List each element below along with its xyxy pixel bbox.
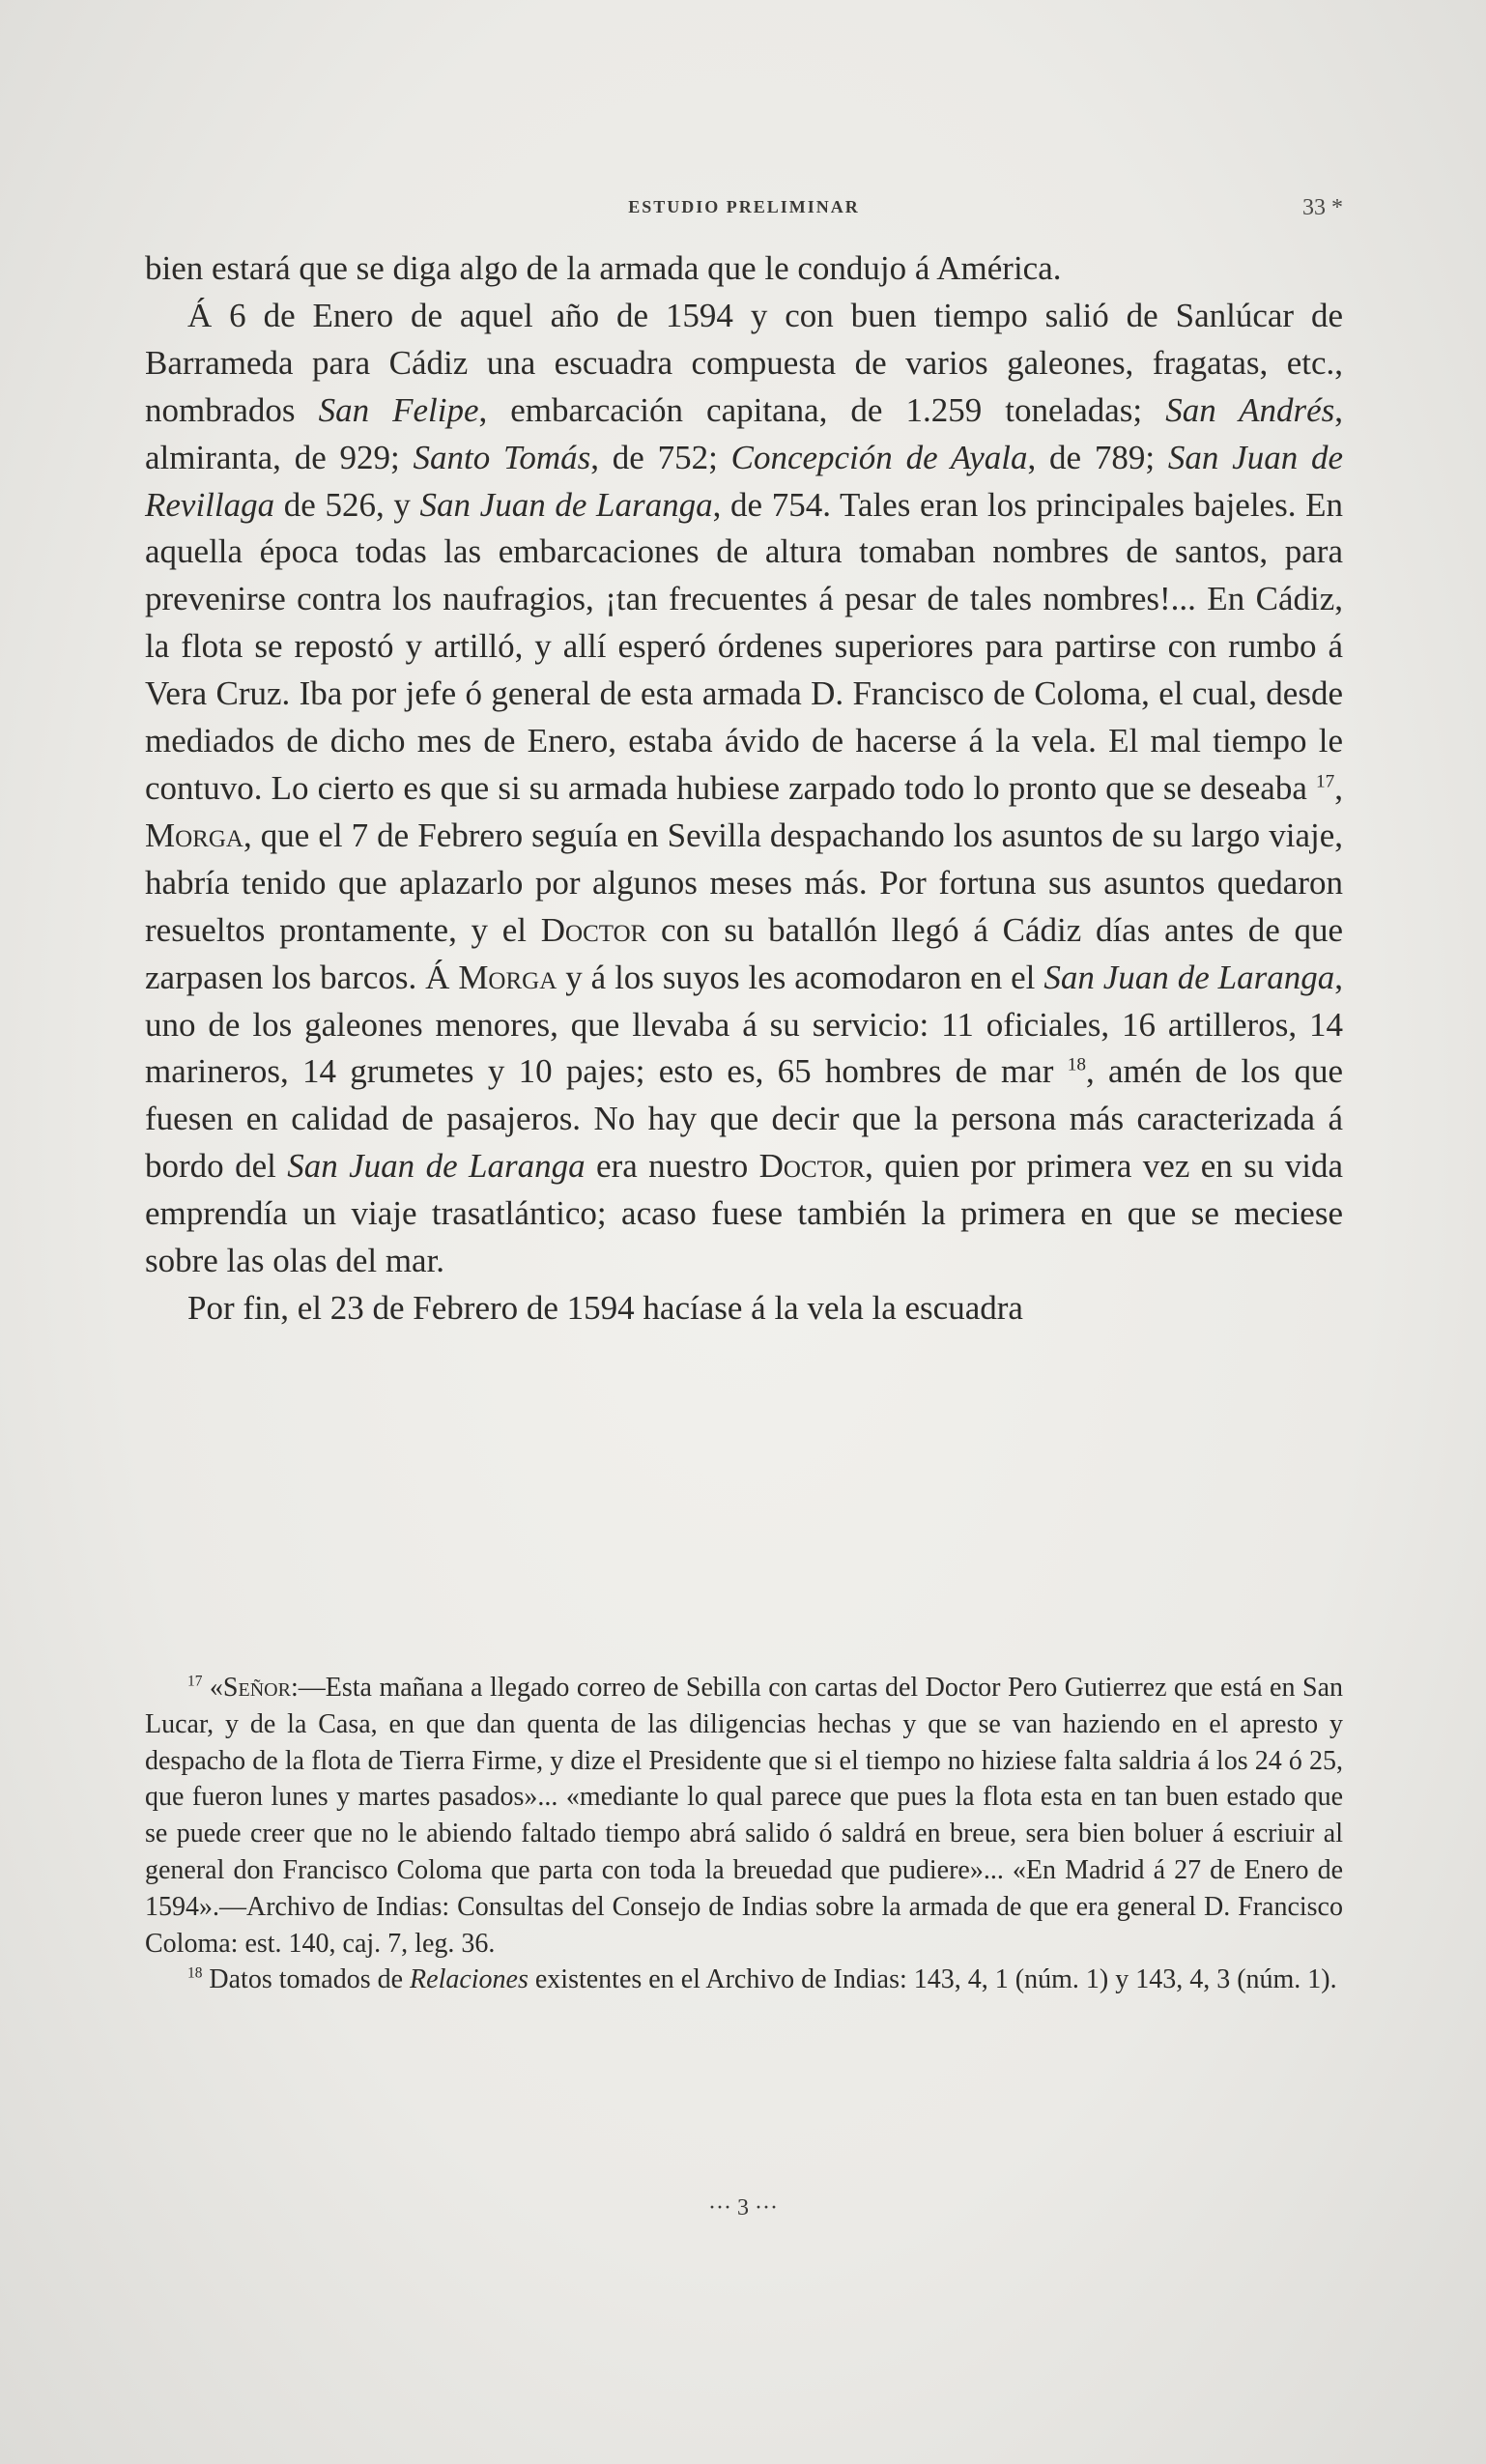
footnote-ref-17: 17 (1316, 771, 1335, 792)
main-text (145, 245, 1343, 1332)
name-morga: Morga (458, 958, 557, 996)
running-title: ESTUDIO PRELIMINAR (628, 197, 860, 216)
text-run: , embarcación capitana, de 1.259 toneladas; (478, 390, 1166, 429)
text-run: con su batallón llegó á Cádiz días antes de que zarpasen los barcos. Á (145, 910, 1343, 996)
ship-name: San Felipe (318, 390, 479, 429)
text-run: , amén de los que fuesen en calidad de pasajeros. No hay que decir que la persona más caracterizada á bordo del (145, 1052, 1343, 1186)
ship-name: Santo Tomás (413, 438, 591, 476)
footnote-text: Datos tomados de (202, 1964, 411, 1995)
footnote-text: :—Esta mañana a llegado correo de Sebilla con cartas del Doctor Pero Gutierrez que está en San Lucar, y de la Casa, en que dan quenta de las diligencias hechas y que se van haziendo en el apresto y despacho de la flota de Tierra Firme, y dize el Presidente que si el tiempo no hiziese falta saldria á los 24 ó 25, que fueron lunes y martes pasados»... «mediante lo qual parece que pues la flota esta en tan buen estado que se puede creer que no le abiendo faltado tiempo abrá salido ó saldrá en breue, sera bien boluer á escriuir al general don Francisco Coloma que parta con toda la breuedad que pudiere»... «En Madrid á 27 de Enero de 1594».—Archivo de Indias: Consultas del Consejo de Indias sobre la armada de que era general D. Francisco Coloma: est. 140, caj. 7, leg. 36. (145, 1673, 1343, 1959)
page-number: 33 * (1302, 195, 1343, 220)
signature-mark: ··· 3 ··· (708, 2195, 778, 2220)
ship-name: San Juan de Laranga (1043, 958, 1335, 996)
footnote-ref-18: 18 (1067, 1054, 1086, 1075)
ship-name: San Juan de Laranga (287, 1147, 586, 1186)
text-run: , uno de los galeones menores, que llevaba á su servicio: 11 oficiales, 16 artilleros, 14 marineros, 14 grumetes y 10 pajes; esto es, 65 hombres de mar (145, 958, 1344, 1091)
footnotes (145, 1670, 1343, 1998)
page-header (145, 189, 1343, 228)
name-doctor: Doctor (540, 910, 647, 949)
footnote-text: existentes en el Archivo de Indias: 143, 4, 1 (núm. 1) y 143, 4, 3 (núm. 1). (528, 1964, 1337, 1995)
footnote-salutation: Señor (222, 1673, 291, 1703)
footnote-number: 17 (187, 1673, 203, 1690)
paragraph-3 (145, 1285, 1343, 1332)
paragraph-1 (145, 245, 1343, 293)
ship-name: Concepción de Ayala (730, 438, 1028, 476)
footnote-17: $^{17}$ «Señor:—Esta mañana a llegado correo de Sebilla con cartas del Doctor Pero Gutierrez que está en San Lucar, y de la Casa, en que dan quenta de las diligencias hechas y que se van haziendo en el apresto y despacho de la flota de Tierra Firme, y dize el Presidente que si el tiempo no hiziese falta saldria á los 24 ó 25, que fueron lunes y martes pasados»... «mediante lo qual parece que pues la flota esta en tan buen estado que se puede creer que no le abiendo faltado tiempo abrá salido ó saldrá en breue, sera bien boluer á escriuir al general don Francisco Coloma que parta con toda la breuedad que pudiere»... «En Madrid á 27 de Enero de 1594».—Archivo de Indias: Consultas del Consejo de Indias sobre la armada de que era general D. Francisco Coloma: est. 140, caj. 7, leg. 36. (145, 1673, 1343, 1959)
paragraph-2 (145, 293, 1343, 1285)
text-run: de 526, y (274, 485, 420, 524)
footnote-number: 18 (187, 1965, 203, 1983)
text-run: , que el 7 de Febrero seguía en Sevilla despachando los asuntos de su largo viaje, habría tenido que aplazarlo por algunos meses más. Por fortuna sus asuntos quedaron resueltos prontamente, y el (145, 816, 1343, 949)
text-run: , (1334, 768, 1343, 807)
name-morga: Morga (145, 816, 243, 854)
text-run: , almiranta, de 929; (145, 390, 1343, 476)
text-run: era nuestro (585, 1147, 759, 1186)
ship-name: San Juan de Laranga (419, 485, 713, 524)
footnote-18 (145, 1962, 1343, 1998)
text-run: , de 789; (1027, 438, 1168, 476)
name-doctor: Doctor (758, 1147, 866, 1186)
text-run: Por fin, el 23 de Febrero de 1594 hacíase á la vela la escuadra (187, 1288, 1023, 1327)
text-run: bien estará que se diga algo de la armada que le condujo á América. (145, 249, 1062, 287)
text-run: Á 6 de Enero de aquel año de 1594 y con buen tiempo salió de Sanlúcar de Barrameda para Cádiz una escuadra compuesta de varios galeones, fragatas, etc., nombrados (145, 296, 1343, 429)
footnote-title: Relaciones (410, 1964, 529, 1995)
ship-name: San Juan de Revillaga (145, 438, 1344, 524)
text-run: y á los suyos les acomodaron en el (557, 958, 1044, 996)
text-run: , de 754. Tales eran los principales bajeles. En aquella época todas las embarcaciones de altura tomaban nombres de santos, para prevenirse contra los naufragios, ¡tan frecuentes á pesar de tales nombres!... En Cádiz, la flota se repostó y artilló, y allí esperó órdenes superiores para partirse con rumbo á Vera Cruz. Iba por jefe ó general de esta armada D. Francisco de Coloma, el cual, desde mediados de dicho mes de Enero, estaba ávido de hacerse á la vela. El mal tiempo le contuvo. Lo cierto es que si su armada hubiese zarpado todo lo pronto que se deseaba (145, 485, 1343, 807)
ship-name: San Andrés (1165, 390, 1335, 429)
text-run: , de 752; (590, 438, 731, 476)
text-run: , quien por primera vez en su vida emprendía un viaje trasatlántico; acaso fuese también la primera en que se meciese sobre las olas del mar. (145, 1147, 1343, 1280)
